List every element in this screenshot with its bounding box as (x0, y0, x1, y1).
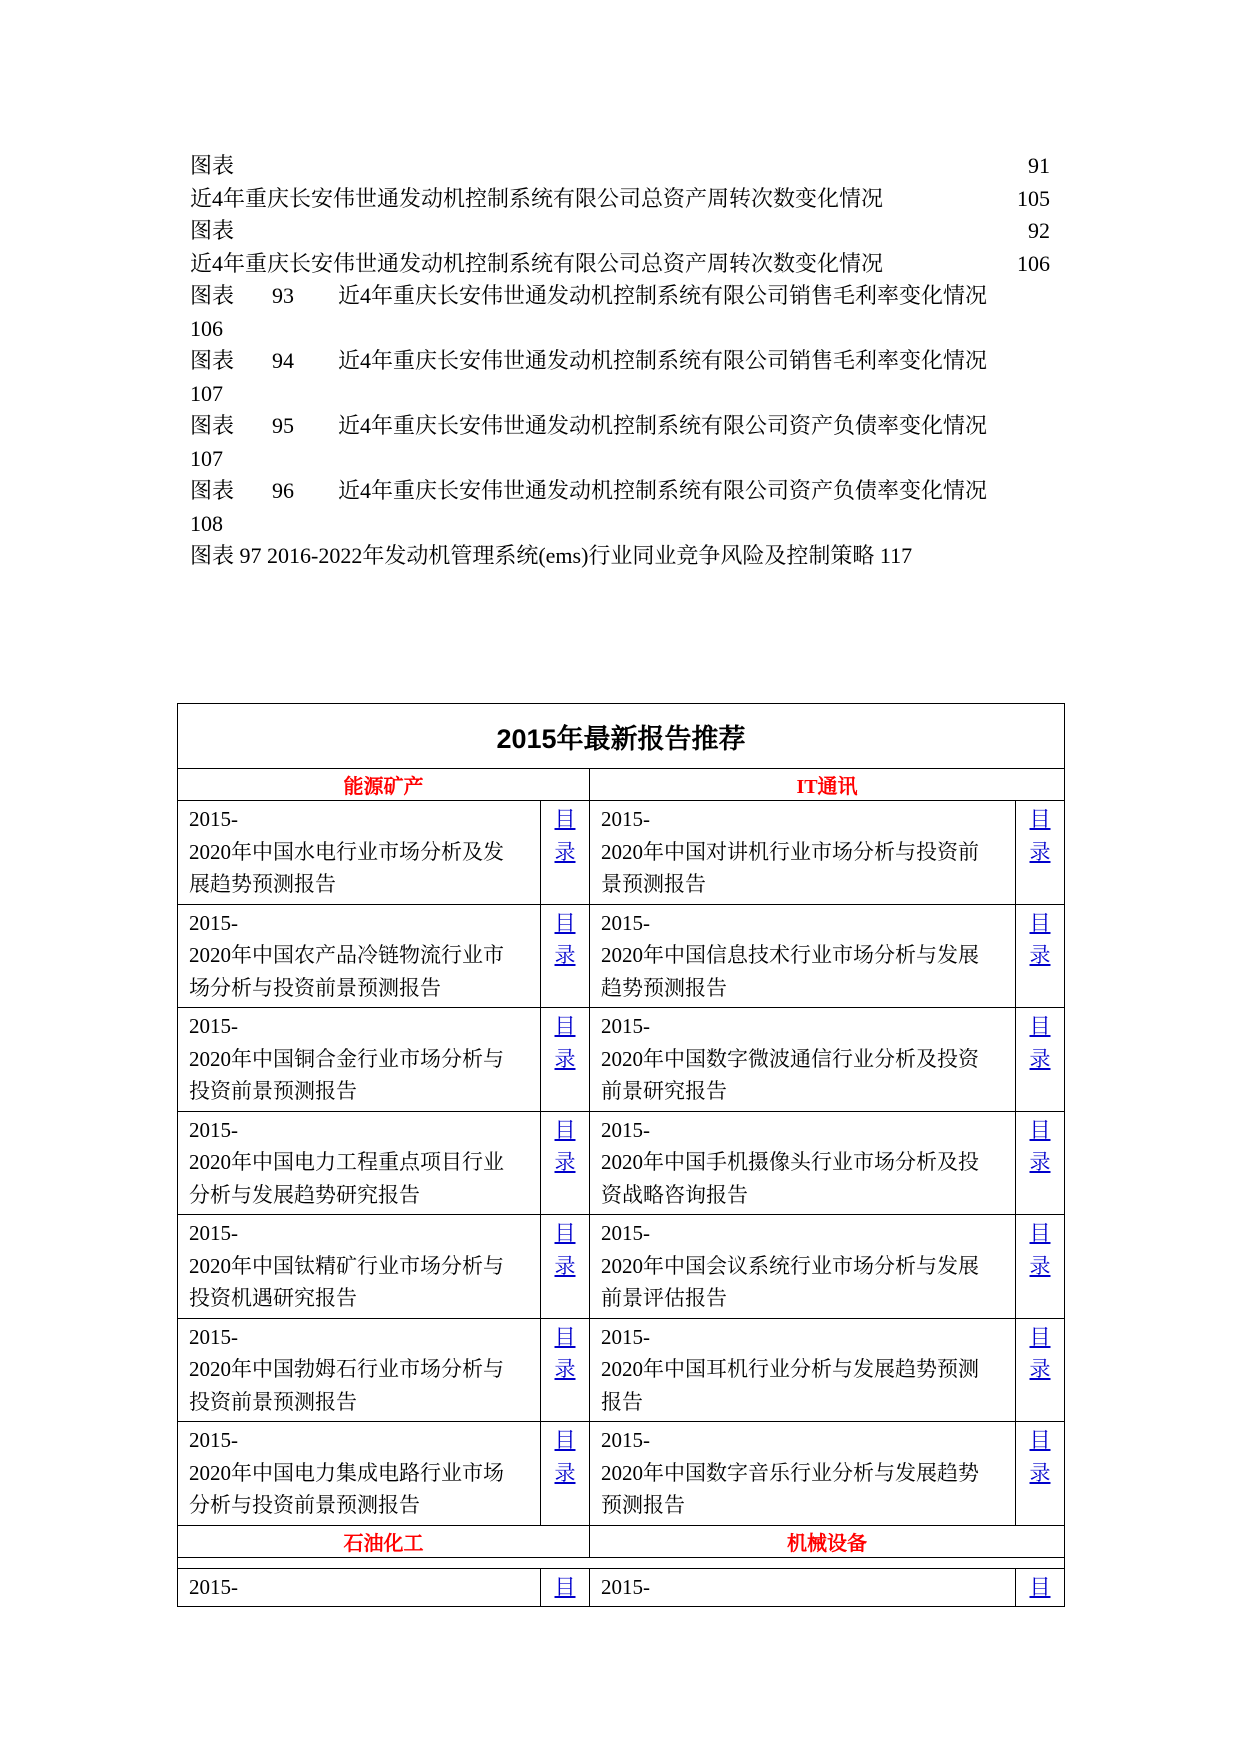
report-title (178, 1318, 541, 1422)
report-title-line: 投资机遇研究报告 (189, 1286, 357, 1310)
link-char[interactable]: 目 (1029, 910, 1051, 935)
link-char[interactable]: 目 (1029, 1117, 1051, 1142)
toc-line (190, 150, 1050, 183)
report-title-line: 场分析与投资前景预测报告 (189, 975, 441, 1000)
report-title-line: 2015- (189, 910, 238, 935)
table-of-contents-link[interactable] (541, 803, 589, 868)
report-title-line: 2015- (601, 1324, 650, 1349)
report-title (178, 1008, 541, 1112)
toc-line: 图表 97 2016-2022年发动机管理系统(ems)行业同业竞争风险及控制策略 117 (190, 543, 913, 568)
category-it-telecom: IT通讯 (590, 769, 1065, 801)
link-char[interactable]: 录 (1029, 1150, 1051, 1174)
toc-page-number: 108 (190, 510, 223, 536)
report-title-line: 前景研究报告 (601, 1079, 727, 1103)
toc-link-cell (541, 1215, 590, 1319)
link-char[interactable]: 目 (1029, 1014, 1051, 1038)
link-char[interactable]: 录 (554, 1046, 576, 1071)
table-of-contents-link[interactable] (541, 907, 589, 972)
link-char[interactable]: 目 (1029, 1428, 1051, 1452)
toc-page-number: 91 (1028, 153, 1050, 178)
link-char[interactable]: 目 (554, 807, 576, 831)
table-of-contents-link[interactable] (541, 1114, 589, 1179)
report-title-line: 2020年中国勃姆石行业市场分析与 (189, 1357, 504, 1381)
report-title-line: 2015- (601, 1221, 650, 1245)
report-title (178, 1422, 541, 1526)
report-title-line: 2015- (601, 910, 650, 935)
toc-line (190, 280, 1050, 313)
link-char[interactable]: 录 (554, 839, 576, 864)
table-row (178, 1111, 1065, 1215)
category-petrochemical: 石油化工 (178, 1525, 590, 1557)
link-char[interactable]: 目 (1029, 1324, 1051, 1349)
toc-text: 图表 (190, 153, 235, 178)
toc-page-number: 107 (190, 380, 223, 406)
table-of-contents-link[interactable] (541, 1010, 589, 1075)
report-title-line: 景预测报告 (601, 872, 706, 896)
table-of-contents-link[interactable] (541, 1424, 589, 1489)
toc-link-cell (1016, 1215, 1065, 1319)
report-title-line: 2020年中国电力集成电路行业市场 (189, 1460, 504, 1485)
report-title: 2015- (590, 1568, 1016, 1607)
toc-text: 近4年重庆长安伟世通发动机控制系统有限公司总资产周转次数变化情况 (190, 250, 884, 276)
report-title (590, 1318, 1016, 1422)
report-title-line: 2020年中国对讲机行业市场分析与投资前 (601, 839, 979, 864)
link-char[interactable]: 录 (1029, 1357, 1051, 1381)
report-title-line: 资战略咨询报告 (601, 1182, 748, 1207)
report-title-line: 2020年中国耳机行业分析与发展趋势预测 (601, 1357, 979, 1381)
report-title-line: 2015- (601, 1117, 650, 1142)
table-row (178, 801, 1065, 905)
toc-page-line (190, 443, 1050, 476)
report-title-line: 2015- (189, 807, 238, 831)
toc-link-cell (1016, 1111, 1065, 1215)
report-title-line: 2020年中国会议系统行业市场分析与发展 (601, 1253, 979, 1278)
toc-link-cell (1016, 1568, 1065, 1607)
table-row (178, 1422, 1065, 1526)
report-title-line: 分析与投资前景预测报告 (189, 1493, 420, 1517)
category-machinery: 机械设备 (590, 1525, 1065, 1557)
toc-label: 图表 (190, 348, 235, 373)
toc-link-cell (541, 1318, 590, 1422)
table-of-contents-link[interactable] (1016, 1424, 1064, 1489)
toc-label: 图表 (190, 283, 235, 308)
toc-page-number: 92 (1028, 218, 1050, 243)
toc-page-number: 107 (190, 445, 223, 471)
report-title-line: 2015- (601, 807, 650, 831)
report-title (590, 1422, 1016, 1526)
report-title-line: 分析与发展趋势研究报告 (189, 1182, 420, 1207)
table-of-contents-link[interactable] (1016, 1010, 1064, 1075)
toc-label: 图表 (190, 413, 235, 438)
toc-link-cell (541, 904, 590, 1008)
toc-line (190, 410, 1050, 443)
report-title (178, 801, 541, 905)
report-title-line: 2015- (601, 1428, 650, 1452)
report-title: 2015- (178, 1568, 541, 1607)
table-of-contents-link[interactable] (541, 1217, 589, 1282)
toc-page-line (190, 508, 1050, 541)
toc-text: 近4年重庆长安伟世通发动机控制系统有限公司资产负债率变化情况 (338, 478, 988, 503)
toc-link-cell (541, 1111, 590, 1215)
report-title-line: 2015- (189, 1117, 238, 1142)
report-title (590, 1008, 1016, 1112)
table-of-contents-link[interactable]: 目 (1029, 1574, 1051, 1599)
report-title-line: 前景评估报告 (601, 1286, 727, 1310)
toc-figure-number: 93 (272, 283, 295, 308)
toc-page-number: 105 (1017, 185, 1050, 211)
toc-link-cell (1016, 801, 1065, 905)
report-title-line: 2020年中国铜合金行业市场分析与 (189, 1046, 504, 1071)
toc-page-line (190, 313, 1050, 346)
report-title (178, 1111, 541, 1215)
table-of-contents-link[interactable] (1016, 1321, 1064, 1386)
report-title-line: 预测报告 (601, 1493, 685, 1517)
toc-link-cell (1016, 1008, 1065, 1112)
report-title (590, 904, 1016, 1008)
table-of-contents-link[interactable] (1016, 1114, 1064, 1179)
link-char[interactable]: 目 (554, 1428, 576, 1452)
report-title (590, 1111, 1016, 1215)
toc-link-cell (541, 801, 590, 905)
toc-text: 近4年重庆长安伟世通发动机控制系统有限公司总资产周转次数变化情况 (190, 185, 884, 211)
report-title-line: 2020年中国数字音乐行业分析与发展趋势 (601, 1460, 979, 1485)
link-char[interactable]: 录 (1029, 943, 1051, 967)
toc-figure-number: 94 (272, 348, 295, 373)
toc-link-cell (1016, 904, 1065, 1008)
link-char[interactable]: 目 (554, 1117, 576, 1142)
toc-line (190, 248, 1050, 281)
toc-label: 图表 (190, 478, 235, 503)
toc-text: 近4年重庆长安伟世通发动机控制系统有限公司销售毛利率变化情况 (338, 283, 988, 308)
link-char[interactable]: 目 (1029, 1221, 1051, 1245)
toc-page-line (190, 378, 1050, 411)
report-title-line: 2020年中国农产品冷链物流行业市 (189, 943, 504, 967)
report-title-line: 2015- (189, 1324, 238, 1349)
toc-line (190, 345, 1050, 378)
toc-page-number: 106 (1017, 250, 1050, 276)
link-char[interactable]: 录 (1029, 839, 1051, 864)
toc-link-cell (1016, 1318, 1065, 1422)
report-recommendation-table (177, 703, 1065, 1607)
toc-figure-number: 96 (272, 478, 295, 503)
report-title-line: 2020年中国数字微波通信行业分析及投资 (601, 1046, 979, 1071)
report-title-line: 趋势预测报告 (601, 975, 727, 1000)
report-title-line: 2015- (189, 1428, 238, 1452)
figure-list (190, 150, 1050, 573)
link-char[interactable]: 录 (554, 1253, 576, 1278)
report-title-line: 2015- (189, 1014, 238, 1038)
report-title-line: 2015- (189, 1221, 238, 1245)
table-of-contents-link[interactable] (1016, 907, 1064, 972)
link-char[interactable]: 目 (554, 1221, 576, 1245)
link-char[interactable]: 目 (554, 1324, 576, 1349)
table-title: 2015年最新报告推荐 (178, 704, 1065, 769)
table-row (178, 1008, 1065, 1112)
spacer-row (178, 1557, 1065, 1568)
table-row (178, 1568, 1065, 1607)
toc-link-cell (541, 1008, 590, 1112)
toc-line (190, 215, 1050, 248)
toc-figure-number: 95 (272, 413, 295, 438)
link-char[interactable]: 目 (554, 1014, 576, 1038)
toc-line (190, 183, 1050, 216)
link-char[interactable]: 录 (1029, 1460, 1051, 1485)
table-of-contents-link[interactable]: 目 (554, 1574, 576, 1599)
report-title (178, 904, 541, 1008)
table-row (178, 1215, 1065, 1319)
link-char[interactable]: 录 (554, 1460, 576, 1485)
link-char[interactable]: 录 (554, 1357, 576, 1381)
report-title (178, 1215, 541, 1319)
table-of-contents-link[interactable] (541, 1321, 589, 1386)
link-char[interactable]: 录 (1029, 1046, 1051, 1071)
report-title (590, 801, 1016, 905)
toc-link-cell (541, 1568, 590, 1607)
report-title-line: 2020年中国水电行业市场分析及发 (189, 839, 504, 864)
report-title-line: 展趋势预测报告 (189, 872, 336, 896)
report-title-line: 2020年中国钛精矿行业市场分析与 (189, 1253, 504, 1278)
toc-link-cell (541, 1422, 590, 1526)
link-char[interactable]: 目 (1029, 807, 1051, 831)
link-char[interactable]: 录 (554, 1150, 576, 1174)
link-char[interactable]: 目 (554, 910, 576, 935)
report-title-line: 2020年中国电力工程重点项目行业 (189, 1150, 504, 1174)
report-title (590, 1215, 1016, 1319)
table-of-contents-link[interactable] (1016, 1217, 1064, 1282)
report-title-line: 2015- (601, 1014, 650, 1038)
toc-link-cell (1016, 1422, 1065, 1526)
report-title-line: 报告 (601, 1389, 643, 1414)
report-title-line: 2020年中国信息技术行业市场分析与发展 (601, 943, 979, 967)
report-title-line: 投资前景预测报告 (189, 1079, 357, 1103)
toc-text: 近4年重庆长安伟世通发动机控制系统有限公司销售毛利率变化情况 (338, 348, 988, 373)
link-char[interactable]: 录 (1029, 1253, 1051, 1278)
toc-text: 图表 (190, 218, 235, 243)
report-title-line: 2020年中国手机摄像头行业市场分析及投 (601, 1150, 979, 1174)
table-row (178, 1318, 1065, 1422)
toc-line (190, 475, 1050, 508)
toc-page-number: 106 (190, 315, 223, 341)
table-of-contents-link[interactable] (1016, 803, 1064, 868)
report-title-line: 投资前景预测报告 (189, 1389, 357, 1414)
toc-text: 近4年重庆长安伟世通发动机控制系统有限公司资产负债率变化情况 (338, 413, 988, 438)
spacer-cell (178, 1557, 1065, 1568)
category-energy-mining: 能源矿产 (178, 769, 590, 801)
link-char[interactable]: 录 (554, 943, 576, 967)
table-row (178, 904, 1065, 1008)
